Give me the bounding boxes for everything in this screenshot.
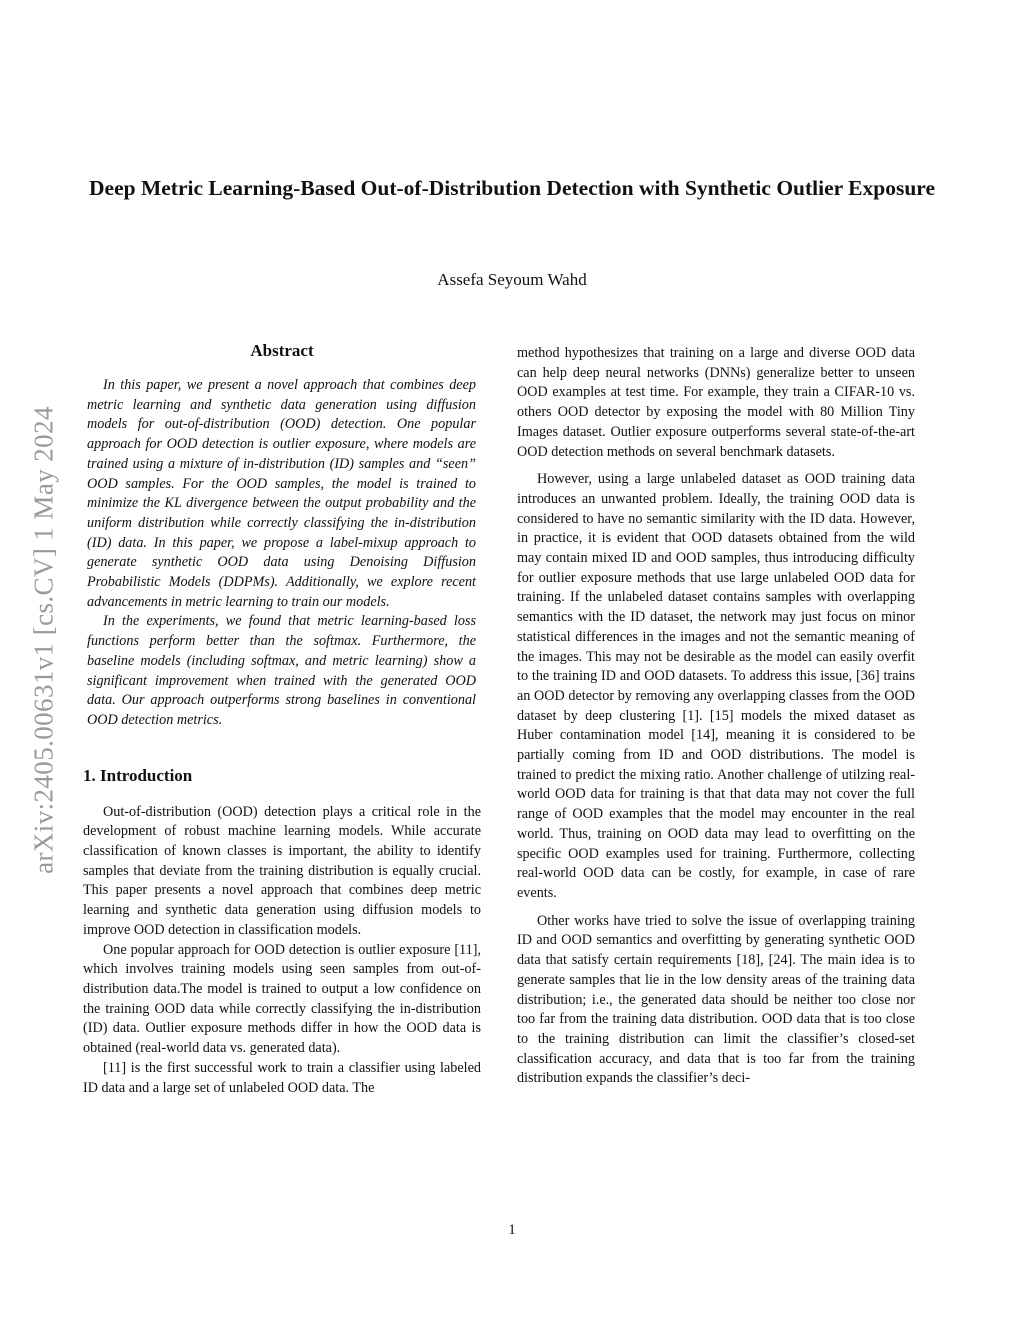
- introduction-heading: 1. Introduction: [83, 765, 193, 785]
- abstract-paragraph: In the experiments, we found that metric learning-based loss functions perform better than the softmax. Furthermore, the baseline models (including softmax, and metric learning) show a significant improvement when trained with the generated OOD data. Our approach outperforms strong baselines in conventional OOD detection metrics.: [87, 613, 476, 728]
- body-paragraph: However, using a large unlabeled dataset as OOD training data introduces an unwanted problem. Ideally, the training OOD data is considered to have no semantic similarity with the ID data. However, in practice, it is evident that OOD datasets obtained from the wild may contain mixed ID and OOD samples, thus introducing difficulty for outlier exposure methods that use large unlabeled OOD data for training. If the unlabeled dataset contains samples with overlapping semantics with the ID dataset, the network may just focus on minor statistical differences in the images and not the semantic meaning of the images. This may not be desirable as the model can easily overfit to the training ID and OOD datasets. To address this issue, [36] trains an OOD detector by removing any overlapping classes from the OOD dataset by deep clustering [1]. [15] models the mixed dataset as Huber contamination model [14], meaning it is considered to be partially coming from ID and OOD distributions. The model is trained to predict the mixing ratio. Another challenge of utilzing real-world OOD data for training is that that data may not cover the full range of OOD examples that the model may encounter in the real world. Thus, training on OOD data may lead to overfitting on the specific OOD examples used for training. Furthermore, collecting real-world OOD data can be costly, for example, in case of rare events.: [517, 471, 915, 901]
- paper-title: Deep Metric Learning-Based Out-of-Distribution Detection with Synthetic Outlier Exposure: [89, 176, 935, 200]
- intro-paragraph: One popular approach for OOD detection is outlier exposure [11], which involves training models using seen samples from out-of-distribution data.The model is trained to output a low confidence on the training OOD data while correctly classifying the in-distribution (ID) data. Outlier exposure methods differ in how the OOD data is obtained (real-world data vs. generated data).: [83, 941, 481, 1057]
- abstract-heading: Abstract: [250, 341, 314, 360]
- abstract-body: [83, 376, 481, 731]
- abstract-paragraph: In this paper, we present a novel approach that combines deep metric learning and synthetic data generation using diffusion models for out-of-distribution (OOD) detection. One popular approach for OOD detection is outlier exposure, where models are trained using a mixture of in-distribution (ID) samples and “seen” OOD samples. For the OOD samples, the model is trained to minimize the KL divergence between the output probability and the uniform distribution while correctly classifying the in-distribution (ID) data. In this paper, we propose a label-mixup approach to generate synthetic OOD data using Denoising Diffusion Probabilistic Models (DDPMs). Additionally, we explore recent advancements in metric learning to train our models.: [87, 377, 476, 610]
- intro-paragraph: Out-of-distribution (OOD) detection plays a critical role in the development of robust machine learning models. While accurate classification of known classes is important, the ability to identify samples that deviate from the training distribution is equally crucial. This paper presents a novel approach that combines deep metric learning and synthetic data generation using diffusion models to improve OOD detection in classification models.: [83, 803, 481, 938]
- body-paragraph: method hypothesizes that training on a large and diverse OOD data can help deep neural networks (DNNs) generalize better to unseen OOD examples at test time. For example, they train a CIFAR-10 vs. others OOD detector by exposing the model with 80 Million Tiny Images dataset. Outlier exposure outperforms several state-of-the-art OOD detection methods on several benchmark datasets.: [517, 345, 915, 460]
- author-name: Assefa Seyoum Wahd: [437, 270, 587, 289]
- intro-paragraph: [11] is the first successful work to train a classifier using labeled ID data and a large set of unlabeled OOD data. The: [83, 1059, 481, 1096]
- page-number: 1: [508, 1222, 516, 1238]
- body-paragraph: Other works have tried to solve the issue of overlapping training ID and OOD semantics and overfitting by generating synthetic OOD data that satisfy certain requirements [18], [24]. The main idea is to generate samples that lie in the low density areas of the training data distribution; i.e., the generated data should be neither too close nor too far from the training data distribution. OOD data that is too close to the training distribution can limit the classifier’s closed-set classification accuracy, and data that is too far from the training distribution expands the classifier’s deci-: [517, 912, 915, 1087]
- right-column: [517, 344, 915, 1089]
- arxiv-stamp: arXiv:2405.00631v1 [cs.CV] 1 May 2024: [28, 406, 59, 874]
- left-column: [83, 340, 481, 1098]
